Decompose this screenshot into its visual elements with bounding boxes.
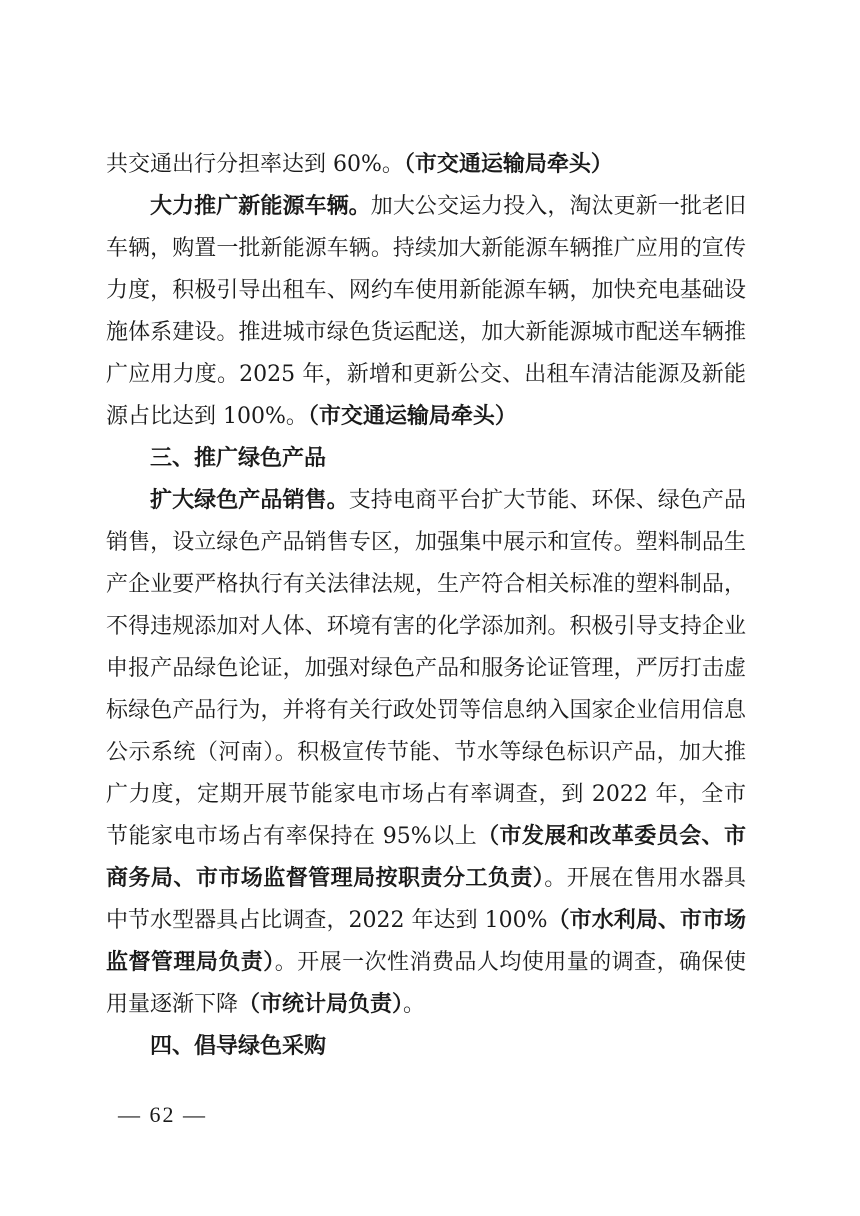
paragraph-text: 加大公交运力投入，淘汰更新一批老旧车辆，购置一批新能源车辆。持续加大新能源车辆推广应用的宣传力度，积极引导出租车、网约车使用新能源车辆，加快充电基础设施体系建设。推进城市绿色货运配送，加大新能源城市配送车辆推广应用力度。2025 年，新增和更新公交、出租车清洁能源及新能源占比达到 100%。 — [106, 194, 746, 429]
section-heading-green-procurement: 四、倡导绿色采购 — [150, 1034, 327, 1059]
paragraph-text: 支持电商平台扩大节能、环保、绿色产品销售，设立绿色产品销售专区，加强集中展示和宣传。塑料制品生产企业要严格执行有关法律法规，生产符合相关标准的塑料制品，不得违规添加对人体、环境有害的化学添加剂。积极引导支持企业申报产品绿色论证，加强对绿色产品和服务论证管理，严厉打击虚标绿色产品行为，并将有关行政处罚等信息纳入国家企业信用信息公示系统（河南）。积极宣传节能、节水等绿色标识产品，加大推广力度，定期开展节能家电市场占有率调查，到 2022 年，全市节能家电市场占有率保持在 95%以上 — [106, 488, 746, 849]
paragraph-public-transport — [106, 144, 746, 186]
paragraph-text: 。开展一次性消费品人均使用量的调查，确保使用量逐渐下降 — [106, 950, 746, 1017]
paragraph-title: 大力推广新能源车辆。 — [150, 194, 371, 219]
responsible-agency: （市交通运输局牵头） — [307, 404, 517, 429]
responsible-agency: （市交通运输局牵头） — [403, 152, 613, 177]
page-number: — 62 — — [118, 1102, 207, 1127]
responsible-agency: （市发展和改革委员会、市商务局、市市场监督管理局按职责分工负责） — [106, 824, 746, 891]
paragraph-new-energy-vehicles — [106, 186, 746, 438]
responsible-agency: （市水利局、市市场监督管理局负责） — [106, 908, 746, 975]
paragraph-text: 。开展在售用水器具中节水型器具占比调查，2022 年达到 100% — [106, 866, 746, 933]
paragraph-green-product-sales — [106, 480, 746, 1026]
section-heading-green-products: 三、推广绿色产品 — [150, 446, 327, 471]
paragraph-title: 扩大绿色产品销售。 — [150, 488, 349, 513]
document-body — [106, 144, 746, 1068]
paragraph-text: 共交通出行分担率达到 60%。 — [106, 152, 404, 177]
paragraph-text: 。 — [403, 992, 426, 1017]
responsible-agency: （市统计局负责） — [238, 992, 404, 1017]
